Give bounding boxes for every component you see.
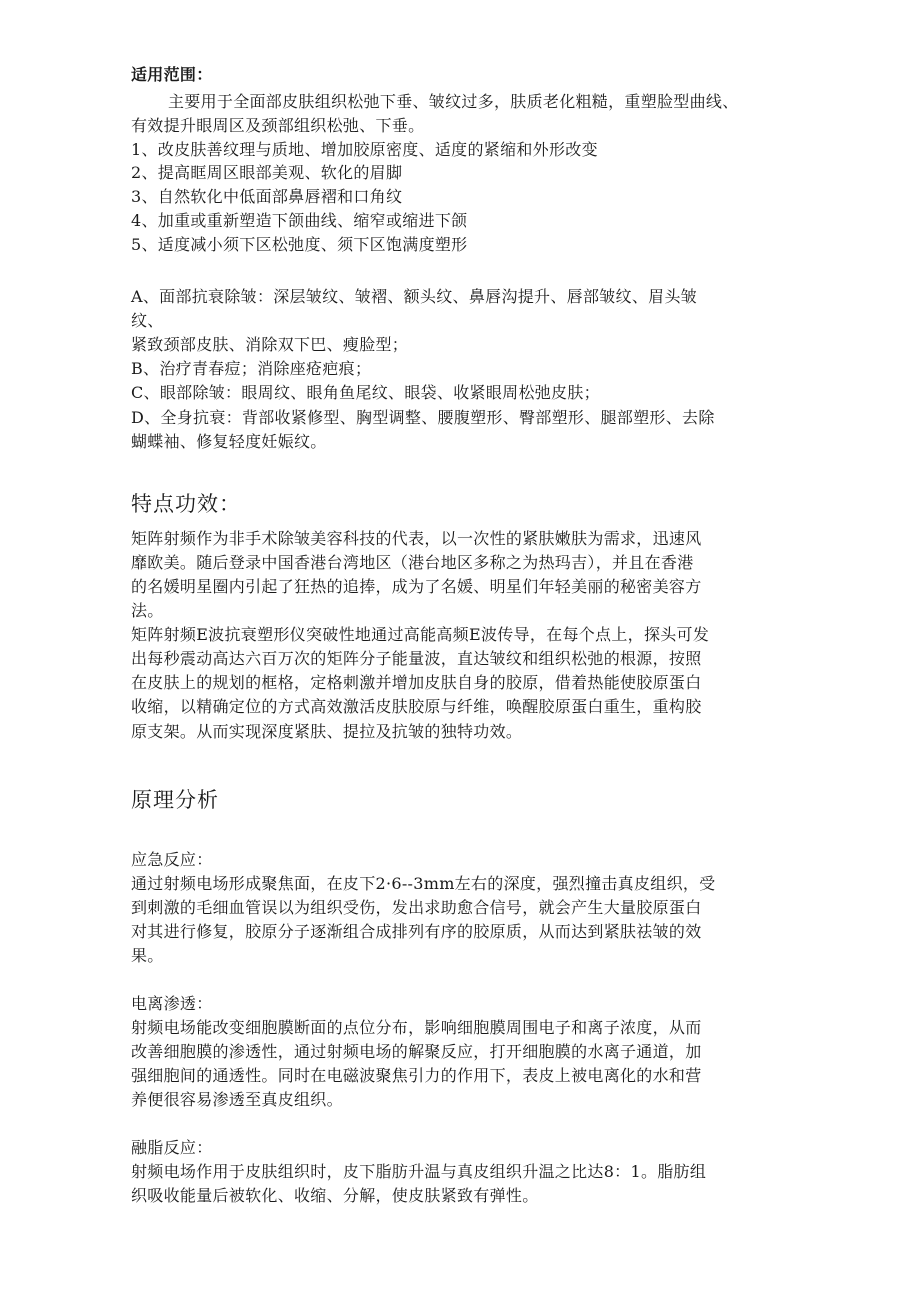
features-line: 矩阵射频作为非手术除皱美容科技的代表，以一次性的紧肤嫩肤为需求，迅速风 — [131, 529, 702, 548]
scope-lettered-item: B、治疗青春痘；消除座疮疤痕； — [131, 359, 372, 378]
scope-numbered-item: 5、适度减小须下区松弛度、须下区饱满度塑形 — [131, 235, 468, 254]
principle-subtitle: 应急反应： — [131, 850, 213, 869]
scope-intro-line: 有效提升眼周区及颈部组织松弛、下垂。 — [131, 116, 425, 135]
principle-line: 到刺激的毛细血管误以为组织受伤，发出求助愈合信号，就会产生大量胶原蛋白 — [131, 898, 702, 917]
principle-line: 织吸收能量后被软化、收缩、分解，使皮肤紧致有弹性。 — [131, 1186, 539, 1205]
scope-lettered-item: 纹、 — [131, 311, 164, 330]
principle-line: 养便很容易渗透至真皮组织。 — [131, 1090, 343, 1109]
features-line: 靡欧美。随后登录中国香港台湾地区（港台地区多称之为热玛吉），并且在香港 — [131, 553, 694, 572]
features-line: 矩阵射频E波抗衰塑形仪突破性地通过高能高频E波传导，在每个点上，探头可发 — [131, 625, 710, 644]
principle-line: 强细胞间的通透性。同时在电磁波聚焦引力的作用下，表皮上被电离化的水和营 — [131, 1066, 702, 1085]
scope-title: 适用范围： — [131, 65, 213, 84]
scope-intro-line: 主要用于全面部皮肤组织松弛下垂、皱纹过多，肤质老化粗糙，重塑脸型曲线、 — [168, 92, 739, 111]
principle-subtitle: 融脂反应： — [131, 1138, 213, 1157]
scope-numbered-item: 4、加重或重新塑造下颌曲线、缩窄或缩进下颌 — [131, 211, 468, 230]
features-line: 在皮肤上的规划的框格，定格刺激并增加皮肤自身的胶原，借着热能使胶原蛋白 — [131, 673, 702, 692]
scope-numbered-item: 1、改皮肤善纹理与质地、增加胶原密度、适度的紧缩和外形改变 — [131, 140, 598, 159]
principle-line: 通过射频电场形成聚焦面，在皮下2·6--3mm左右的深度，强烈撞击真皮组织，受 — [131, 874, 716, 893]
principle-line: 对其进行修复，胶原分子逐渐组合成排列有序的胶原质，从而达到紧肤祛皱的效 — [131, 922, 702, 941]
features-line: 出每秒震动高达六百万次的矩阵分子能量波，直达皱纹和组织松弛的根源，按照 — [131, 649, 702, 668]
features-title: 特点功效： — [131, 492, 241, 516]
scope-lettered-item: A、面部抗衰除皱：深层皱纹、皱褶、额头纹、鼻唇沟提升、唇部皱纹、眉头皱 — [131, 287, 698, 306]
principle-line: 射频电场作用于皮肤组织时，皮下脂肪升温与真皮组织升温之比达8：1。脂肪组 — [131, 1162, 707, 1181]
scope-numbered-item: 2、提高眶周区眼部美观、软化的眉脚 — [131, 163, 403, 182]
scope-lettered-item: C、眼部除皱：眼周纹、眼角鱼尾纹、眼袋、收紧眼周松弛皮肤； — [131, 383, 600, 402]
scope-lettered-item: D、全身抗衰：背部收紧修型、胸型调整、腰腹塑形、臀部塑形、腿部塑形、去除 — [131, 408, 715, 427]
scope-lettered-item: 蝴蝶袖、修复轻度妊娠纹。 — [131, 432, 327, 451]
features-line: 法。 — [131, 601, 164, 620]
principle-line: 改善细胞膜的渗透性，通过射频电场的解聚反应，打开细胞膜的水离子通道，加 — [131, 1042, 702, 1061]
features-line: 原支架。从而实现深度紧肤、提拉及抗皱的独特功效。 — [131, 722, 523, 741]
principle-title: 原理分析 — [131, 788, 219, 812]
scope-lettered-item: 紧致颈部皮肤、消除双下巴、瘦脸型； — [131, 335, 409, 354]
principle-subtitle: 电离渗透： — [131, 994, 213, 1013]
scope-numbered-item: 3、自然软化中低面部鼻唇褶和口角纹 — [131, 187, 403, 206]
features-line: 收缩，以精确定位的方式高效激活皮肤胶原与纤维，唤醒胶原蛋白重生，重构胶 — [131, 697, 702, 716]
principle-line: 果。 — [131, 946, 164, 965]
principle-line: 射频电场能改变细胞膜断面的点位分布，影响细胞膜周围电子和离子浓度，从而 — [131, 1018, 702, 1037]
features-line: 的名媛明星圈内引起了狂热的追捧，成为了名媛、明星们年轻美丽的秘密美容方 — [131, 577, 702, 596]
